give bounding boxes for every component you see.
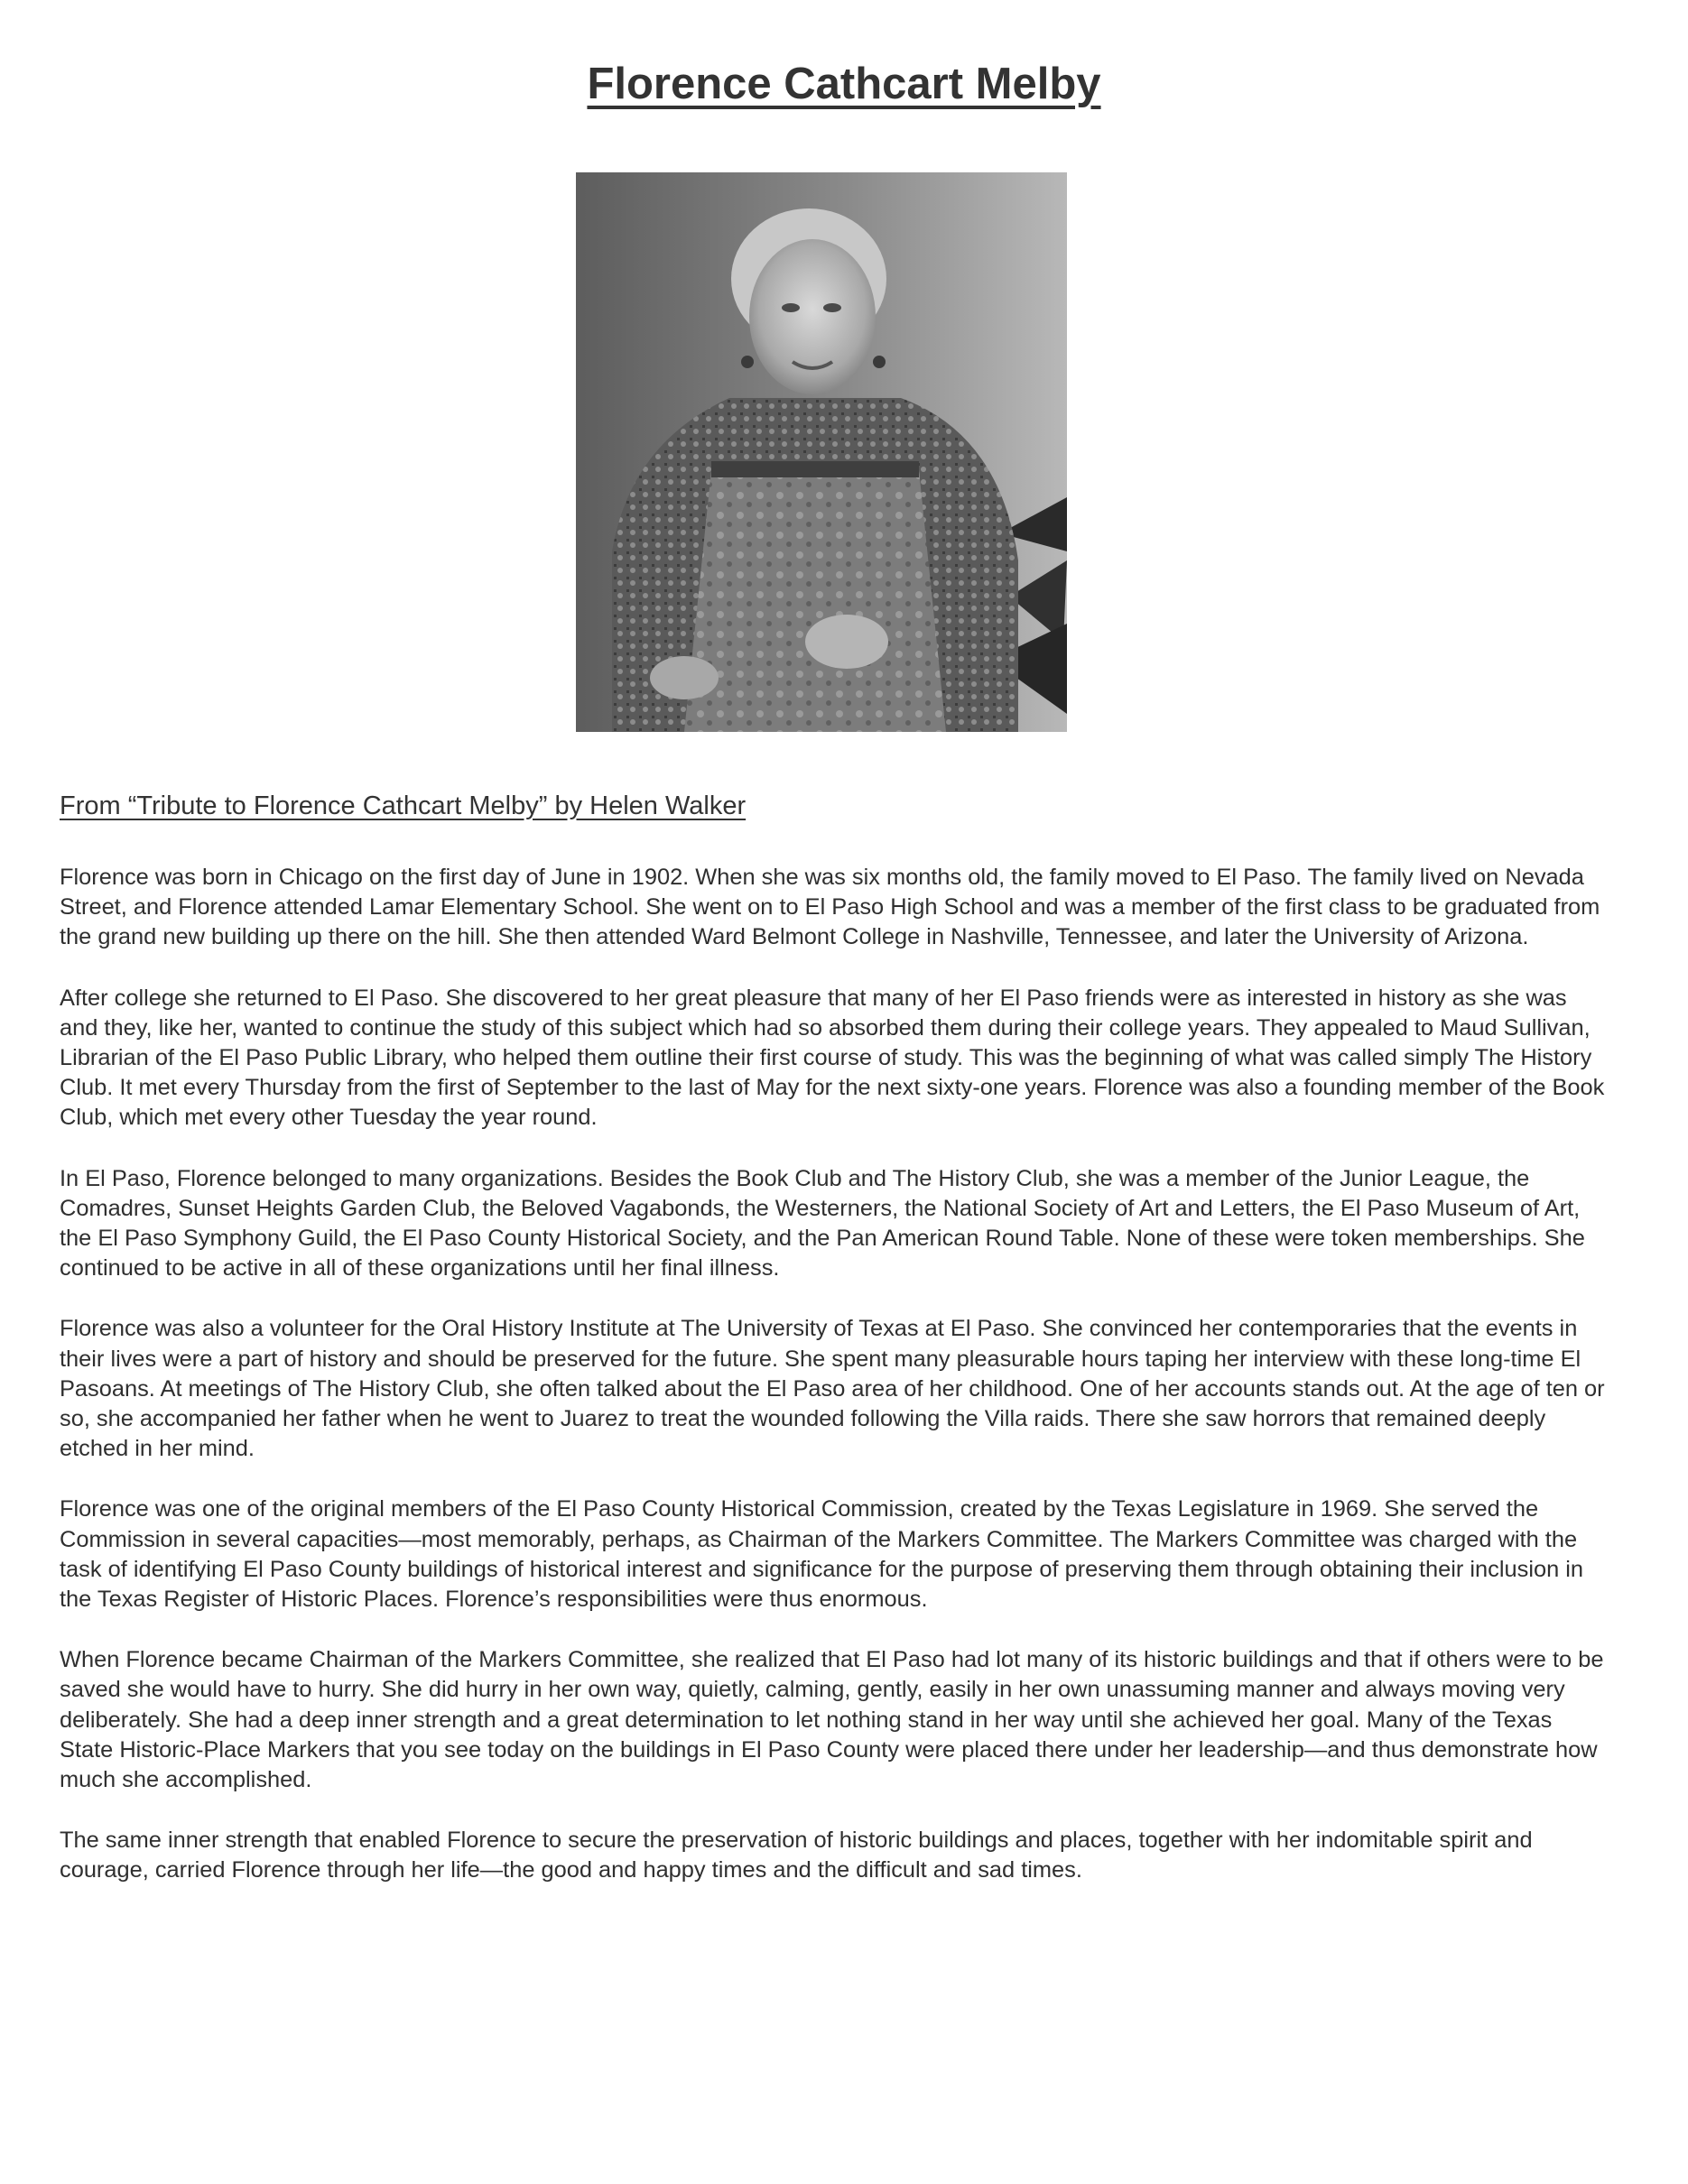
paragraph-inner-strength: The same inner strength that enabled Florence to secure the preservation of historic buildings and places, together with her indomitable spirit and courage, carried Florence through her life—the good and happy times and the difficult and sad times. [60,1828,1533,1883]
portrait-illustration [576,172,1067,732]
portrait-photo [576,172,1067,732]
paragraph-markers-committee: When Florence became Chairman of the Markers Committee, she realized that El Paso had lot many of its historic buildings and that if others were to be saved she would have to hurry. She did hurry in her own way, quietly, calming, gently, easily in her own unassuming manner and always moving very deliberately. She had a deep inner strength and a great determination to let nothing stand in her way until she achieved her goal. Many of the Texas State Historic-Place Markers that you see today on the buildings in El Paso County were placed there under her leadership—and thus demonstrate how much she accomplished. [60,1647,1604,1793]
article-body [60,863,1608,1917]
paragraph-organizations: In El Paso, Florence belonged to many organizations. Besides the Book Club and The History Club, she was a member of the Junior League, the Comadres, Sunset Heights Garden Club, the Beloved Vagabonds, the Westerners, the National Society of Art and Letters, the El Paso Museum of Art, the El Paso Symphony Guild, the El Paso County Historical Society, and the Pan American Round Table. None of these were token memberships. She continued to be active in all of these organizations until her final illness. [60,1165,1585,1282]
page-title: Florence Cathcart Melby [587,60,1101,108]
paragraph-historical-commission: Florence was one of the original members of the El Paso County Historical Commission, created by the Texas Legislature in 1969. She served the Commission in several capacities—most memorably, perhaps, as Chairman of the Markers Committee. The Markers Committee was charged with the task of identifying El Paso County buildings of historical interest and significance for the purpose of preserving them through obtaining their inclusion in the Texas Register of Historic Places. Florence’s responsibilities were thus enormous. [60,1496,1584,1613]
paragraph-early-life: Florence was born in Chicago on the first day of June in 1902. When she was six months old, the family moved to El Paso. The family lived on Nevada Street, and Florence attended Lamar Elementary School. She went on to El Paso High School and was a member of the first class to be graduated from the grand new building up there on the hill. She then attended Ward Belmont College in Nashville, Tennessee, and later the University of Arizona. [60,865,1600,950]
paragraph-history-club: After college she returned to El Paso. She discovered to her great pleasure that many of her El Paso friends were as interested in history as she was and they, like her, wanted to continue the study of this subject which had so absorbed them during their college years. They appealed to Maud Sullivan, Librarian of the El Paso Public Library, who helped them outline their first course of study. This was the beginning of what was called simply The History Club. It met every Thursday from the first of September to the last of May for the next sixty-one years. Florence was also a founding member of the Book Club, which met every other Tuesday the year round. [60,985,1605,1131]
paragraph-oral-history: Florence was also a volunteer for the Oral History Institute at The University of Texas at El Paso. She convinced her contemporaries that the events in their lives were a part of history and should be preserved for the future. She spent many pleasurable hours taping her interview with these long-time El Pasoans. At meetings of The History Club, she often talked about the El Paso area of her childhood. One of her accounts stands out. At the age of ten or so, she accompanied her father when he went to Juarez to treat the wounded following the Villa raids. There she saw horrors that remained deeply etched in her mind. [60,1316,1605,1462]
source-subtitle: From “Tribute to Florence Cathcart Melby” by Helen Walker [60,791,747,820]
